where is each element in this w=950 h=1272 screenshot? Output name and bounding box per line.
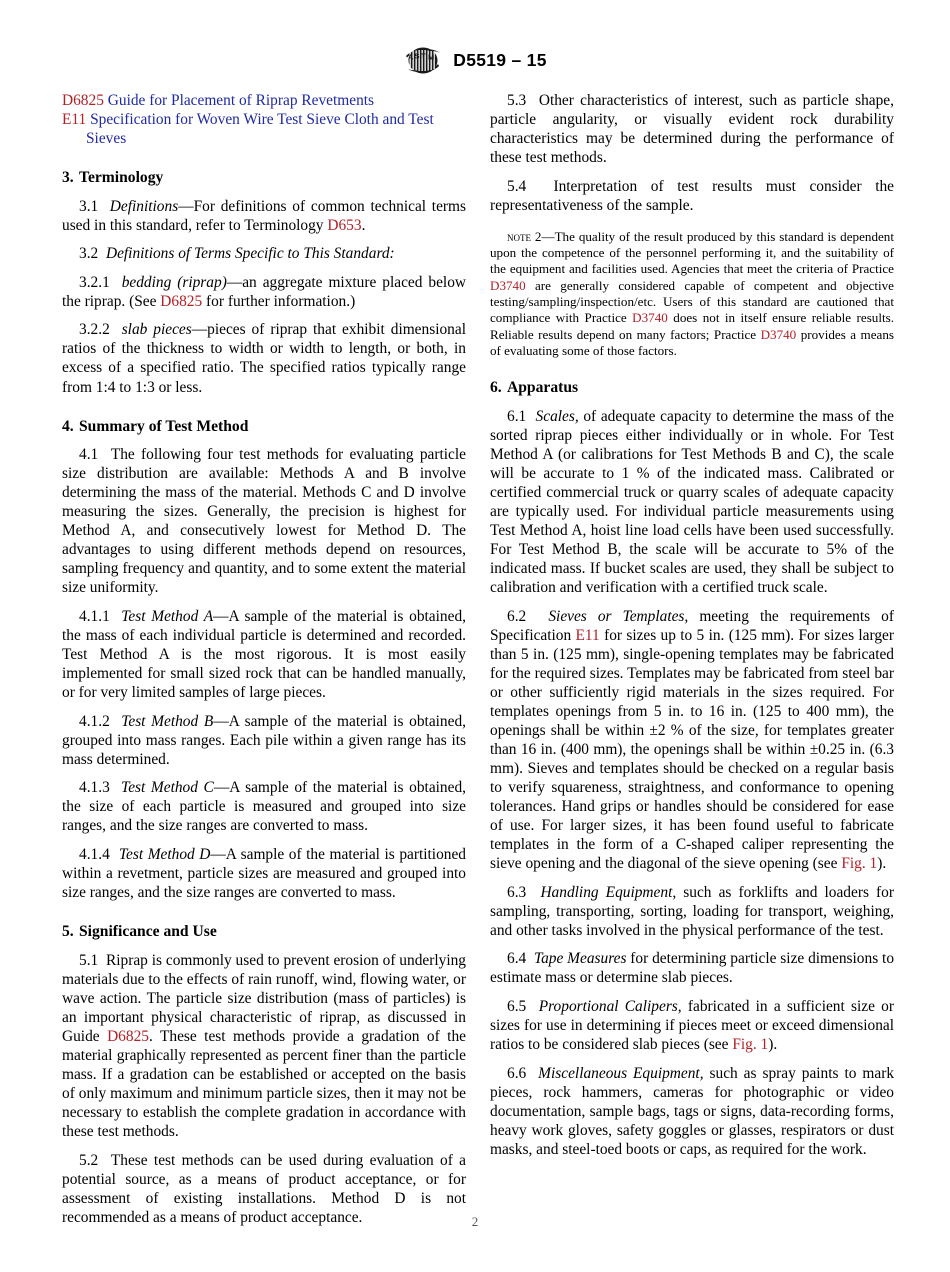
paragraph-number: 6.2 (507, 607, 527, 625)
paragraph-text: —A sample of the material is partitioned within a revetment, particle sizes are measured and grouped into size ranges, and the size ranges are converted to mass. (62, 845, 466, 902)
defined-term: Definitions of Terms Specific to This Standard: (105, 245, 395, 263)
paragraph-text: such as spray paints to mark pieces, rock hammers, cameras for photographic or video documentation, sample bags, tags or signs, data-recording forms, heavy work gloves, safety goggles or glasses, respirators or dust masks, and steel-toed boots or caps, as required for the work. (490, 1064, 895, 1158)
paragraph-text: for determining particle size dimensions to estimate mass or determine slab pieces. (490, 950, 895, 987)
reference-title[interactable]: Guide for Placement of Riprap Revetments (103, 92, 375, 109)
document-designation: D5519 – 15 (453, 50, 547, 70)
paragraph-text-end: . These test methods provide a gradation of the material graphically represented as percent finer than the particle mass. If a gradation can be established or accepted on the basis of only maximum and minimum particle sizes, then it may not be necessary to establish the complete gradation in accordance with these test methods. (62, 1027, 466, 1141)
svg-text:A: A (408, 52, 414, 62)
paragraph-text: Riprap is commonly used to prevent erosion of underlying materials due to the effects of rain runoff, wind, flowing water, or wave action. The particle size distribution (mass of particles) is an important physical characteristic of riprap, as discussed in Guide (62, 951, 466, 1045)
paragraph-4-1-3 (62, 778, 466, 835)
paragraph-number: 5.4 (507, 177, 527, 195)
figure-reference[interactable]: Fig. 1 (841, 855, 878, 873)
paragraph-number: 3.2.2 (79, 321, 110, 339)
figure-reference[interactable]: Fig. 1 (732, 1036, 769, 1054)
reference-designation[interactable]: E11 (62, 111, 87, 129)
paragraph-number: 6.5 (507, 998, 527, 1016)
paragraph-number: 5.2 (79, 1151, 99, 1169)
left-column (62, 91, 466, 1227)
defined-term: bedding (riprap) (121, 273, 227, 291)
paragraph-text: —For definitions of common technical terms used in this standard, refer to Terminology (62, 197, 466, 234)
paragraph-4-1 (62, 445, 466, 597)
reference-title[interactable]: Specification for Woven Wire Test Sieve Cloth and Test Sieves (86, 111, 434, 148)
paragraph-text-end: for further information.) (202, 292, 356, 310)
paragraph-6-3 (490, 883, 894, 940)
paragraph-6-4 (490, 949, 894, 987)
page-number: 2 (471, 1214, 479, 1229)
paragraph-6-2 (490, 607, 894, 874)
paragraph-4-1-4 (62, 845, 466, 902)
cross-reference[interactable]: D3740 (632, 310, 668, 326)
method-term: Test Method B (121, 712, 214, 730)
paragraph-number: 6.3 (507, 883, 527, 901)
note-text: are generally considered capable of competent and objective testing/sampling/inspection/etc. Users of this standard are cautioned that compliance with Practice (490, 277, 894, 326)
paragraph-text: meeting the requirements of Specification (490, 607, 894, 644)
paragraph-number: 4.1 (79, 446, 99, 464)
paragraph-4-1-2 (62, 712, 466, 769)
paragraph-text: —pieces of riprap that exhibit dimensional ratios of the thickness to width or width to length, or both, in excess of a specified ratio. The specified ratios typically range from 1:4 to 1:3 or less. (62, 321, 466, 396)
paragraph-6-1 (490, 407, 894, 597)
paragraph-4-1-1 (62, 607, 466, 702)
paragraph-number: 3.2.1 (79, 273, 110, 291)
paragraph-5-3 (490, 91, 894, 167)
paragraph-number: 4.1.3 (79, 779, 110, 797)
cross-reference[interactable]: D6825 (107, 1027, 149, 1045)
paragraph-6-5 (490, 997, 894, 1054)
paragraph-text: of adequate capacity to determine the mass of the sorted riprap pieces either individually or in whole. For Test Method A (or calibrations for Test Methods B and C), the scale will be accurate to 1 % of the indicated mass. Calibrated or certified commercial truck or quarry scales of adequate capacity are typically used. For individual particle measurements using Test Method A, hoist line load cells have been used successfully. For Test Method B, the scale will be accurate to 5% of the indicated mass. If bucket scales are used, they shall be subject to calibration and verification with a certified truck scale. (490, 407, 894, 597)
section-heading-significance (62, 922, 466, 941)
apparatus-term: Proportional Calipers, (538, 998, 682, 1016)
paragraph-number: 3.2 (79, 245, 99, 263)
page-header (0, 46, 950, 75)
cross-reference[interactable]: D3740 (760, 326, 797, 342)
apparatus-term: Scales, (535, 407, 579, 425)
section-heading-summary (62, 417, 466, 436)
section-number: 6. (490, 379, 502, 397)
paragraph-text: for sizes up to 5 in. (125 mm). For sizes larger than 5 in. (125 mm), single-opening templates may be fabricated for the required sizes. Templates may be fabricated from steel bar or other sufficiently rigid materials in the sizes required. For templates openings from 5 in. to 16 in. (125 to 400 mm), the openings shall be within ±2 % of the size, for templates greater than 16 in. (400 mm), the openings shall be within ±0.25 in. (6.3 mm). Sieves and templates should be checked on a regular basis to verify squareness, straightness, and conformance to opening tolerances. Hand grips or handles should be considered for ease of use. For larger sizes, it has been found useful to fabricate templates in the form of a C-shaped caliper representing the sieve opening and the diagonal of the sieve opening (see (490, 626, 894, 873)
section-heading-terminology (62, 168, 466, 187)
method-term: Test Method D (118, 845, 211, 863)
paragraph-number: 5.3 (507, 92, 527, 109)
paragraph-text-end: . (361, 216, 366, 234)
paragraph-text: —A sample of the material is obtained, grouped into mass ranges. Each pile within a given range has its mass determined. (62, 712, 466, 768)
cross-reference[interactable]: D6825 (160, 292, 203, 310)
paragraph-number: 4.1.1 (79, 607, 110, 625)
paragraph-number: 6.6 (507, 1064, 527, 1082)
paragraph-3-2 (62, 244, 466, 263)
paragraph-5-4 (490, 177, 894, 215)
apparatus-term: Tape Measures (533, 950, 627, 968)
paragraph-text: —A sample of the material is obtained, the size of each particle is measured and grouped into size ranges, and the size ranges are converted to mass. (62, 779, 466, 835)
note-text: does not in itself ensure reliable results. Reliable results depend on many factors; Practice (490, 310, 894, 342)
paragraph-text: The following four test methods for evaluating particle size distribution are available: Methods A and B involve determining the mass of the material. Methods C and D involve measuring the sizes. Generally, the precision is highest for Method A, and consecutively lowest for Method D. The advantages to using different methods depend on resources, sampling frequency and quantity, and to some extent the material size uniformity. (62, 446, 466, 597)
section-title: Terminology (79, 169, 164, 187)
paragraph-number: 6.1 (507, 407, 527, 425)
reference-item (62, 91, 466, 110)
method-term: Test Method C (121, 779, 214, 797)
reference-item (62, 110, 466, 148)
cross-reference[interactable]: E11 (575, 626, 600, 644)
section-number: 4. (62, 417, 74, 435)
section-number: 3. (62, 169, 74, 187)
paragraph-text: fabricated in a sufficient size or sizes for use in determining if pieces meet or exceed dimensional ratios to be considered slab pieces (see (490, 998, 894, 1054)
paragraph-6-6 (490, 1064, 894, 1159)
paragraph-5-1 (62, 951, 466, 1141)
paragraph-text: Interpretation of test results must consider the representativeness of the sample. (490, 177, 894, 214)
section-title: Significance and Use (79, 923, 217, 941)
paragraph-text-end: ). (768, 1036, 778, 1054)
paragraph-text: —an aggregate mixture placed below the riprap. (See (62, 273, 467, 310)
apparatus-term: Sieves or Templates, (548, 607, 689, 625)
cross-reference[interactable]: D3740 (490, 277, 526, 293)
paragraph-3-1 (62, 197, 466, 235)
svg-text:M: M (428, 52, 435, 62)
paragraph-3-2-2 (62, 320, 466, 396)
note-number: 2 (531, 228, 542, 244)
paragraph-text: These test methods can be used during evaluation of a potential source, as a means of product acceptance, or for assessment of existing installations. Method D is not recommended as a means of product acceptance. (62, 1151, 466, 1226)
paragraph-3-2-1 (62, 273, 466, 311)
note-2 (490, 229, 894, 359)
defined-term: Definitions (109, 197, 179, 215)
defined-term: slab pieces (121, 321, 192, 339)
page-columns (62, 91, 894, 1227)
paragraph-number: 3.1 (79, 197, 99, 215)
astm-logo-icon (403, 46, 443, 75)
note-text-end: provides a means of evaluating some of those factors. (490, 326, 894, 358)
section-heading-apparatus (490, 378, 894, 397)
section-title: Apparatus (507, 379, 579, 397)
reference-designation[interactable]: D6825 (62, 92, 104, 109)
paragraph-number: 4.1.2 (79, 712, 110, 730)
paragraph-text: —A sample of the material is obtained, the mass of each individual particle is determined and recorded. Test Method A is the most rigorous. It is most easily implemented for small sized rock that can be handled manually, or for very limited samples of large pieces. (62, 607, 466, 702)
paragraph-number: 4.1.4 (79, 845, 110, 863)
svg-text:T: T (421, 51, 426, 61)
paragraph-text-end: ). (877, 855, 887, 873)
paragraph-number: 5.1 (79, 951, 99, 969)
right-column (490, 91, 894, 1227)
paragraph-text: Other characteristics of interest, such as particle shape, particle angularity, or visually evident rock durability characteristics may be determined during the performance of these test methods. (490, 92, 894, 167)
apparatus-term: Handling Equipment, (540, 883, 677, 901)
cross-reference[interactable]: D653 (327, 216, 362, 234)
apparatus-term: Miscellaneous Equipment, (538, 1064, 704, 1082)
note-label: note (507, 228, 531, 244)
note-text: —The quality of the result produced by this standard is dependent upon the competence of the personnel performing it, and the suitability of the equipment and facilities used. Agencies that meet the criteria of Practice (490, 228, 894, 277)
section-number: 5. (62, 923, 74, 941)
paragraph-number: 6.4 (507, 950, 527, 968)
paragraph-text: such as forklifts and loaders for sampling, transporting, sorting, loading for transport, weighing, and other tasks involved in the physical performance of the test. (490, 883, 894, 939)
section-title: Summary of Test Method (79, 417, 249, 435)
svg-text:S: S (414, 51, 420, 61)
method-term: Test Method A (121, 607, 214, 625)
